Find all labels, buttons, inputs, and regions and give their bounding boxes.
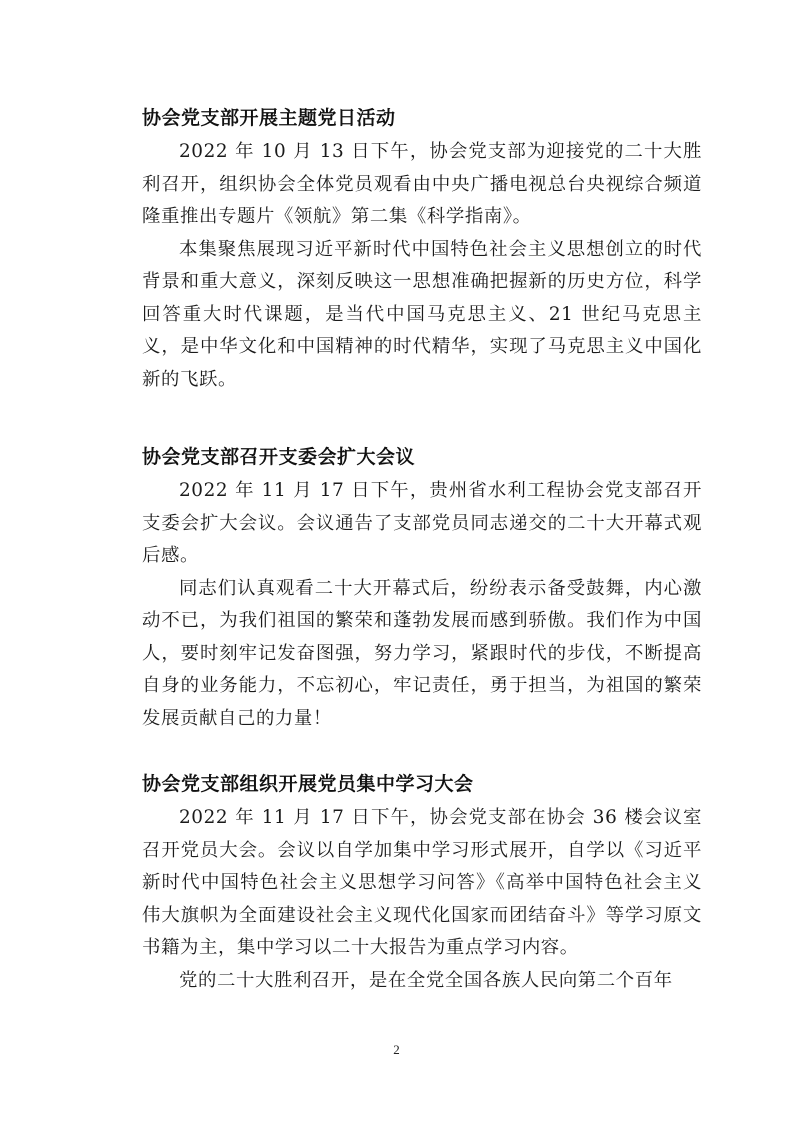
paragraph: 同志们认真观看二十大开幕式后，纷纷表示备受鼓舞，内心激动不已，为我们祖国的繁荣和蓬勃发展而感到骄傲。我们作为中国人，要时刻牢记发奋图强，努力学习，紧跟时代的步伐，不断提高自身的业务能力，不忘初心，牢记责任，勇于担当，为祖国的繁荣发展贡献自己的力量！ <box>142 577 702 729</box>
paragraph: 党的二十大胜利召开，是在全党全国各族人民向第二个百年 <box>179 969 673 991</box>
page-number: 2 <box>393 1042 400 1057</box>
paragraph: 2022 年 11 月 17 日下午，贵州省水利工程协会党支部召开支委会扩大会议。会议通告了支部党员同志递交的二十大开幕式观后感。 <box>142 480 702 566</box>
section-theme-party-day <box>142 104 702 396</box>
section-heading: 协会党支部开展主题党日活动 <box>142 107 396 129</box>
section-heading: 协会党支部召开支委会扩大会议 <box>142 446 416 468</box>
section-collective-study-meeting <box>142 770 702 997</box>
paragraph: 2022 年 11 月 17 日下午，协会党支部在协会 36 楼会议室召开党员大会。会议以自学加集中学习形式展开，自学以《习近平新时代中国特色社会主义思想学习问答》《高举中国特色社会主义伟大旗帜为全面建设社会主义现代化国家而团结奋斗》等学习原文书籍为主，集中学习以二十大报告为重点学习内容。 <box>142 807 702 958</box>
paragraph: 本集聚焦展现习近平新时代中国特色社会主义思想创立的时代背景和重大意义，深刻反映这一思想准确把握新的历史方位，科学回答重大时代课题，是当代中国马克思主义、21 世纪马克思主义，是中华文化和中国精神的时代精华，实现了马克思主义中国化新的飞跃。 <box>142 238 702 390</box>
section-expanded-committee-meeting <box>142 443 702 735</box>
paragraph: 2022 年 10 月 13 日下午，协会党支部为迎接党的二十大胜利召开，组织协会全体党员观看由中央广播电视总台央视综合频道隆重推出专题片《领航》第二集《科学指南》。 <box>142 141 702 227</box>
section-heading: 协会党支部组织开展党员集中学习大会 <box>142 773 474 795</box>
